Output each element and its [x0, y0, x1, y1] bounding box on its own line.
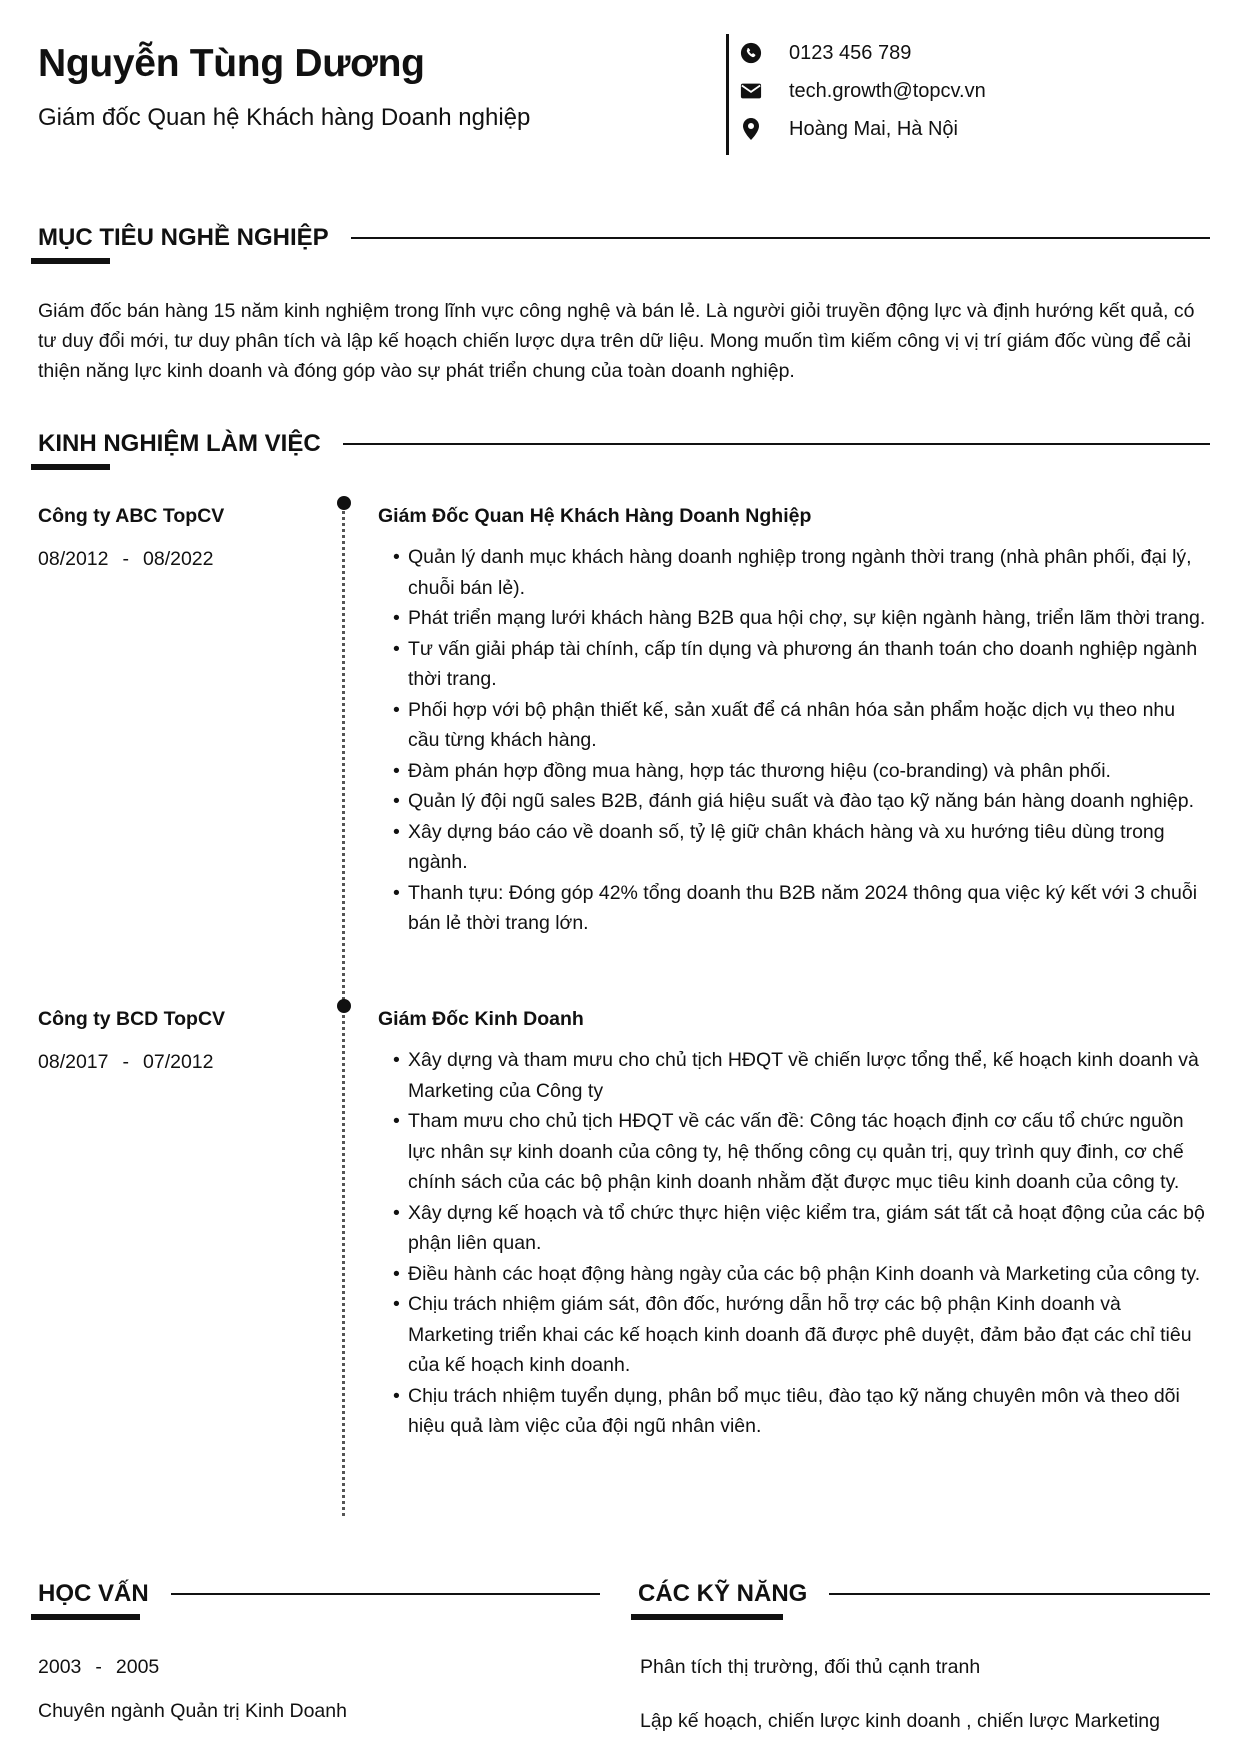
job-1-company: Công ty ABC TopCV	[38, 505, 225, 527]
email-icon	[739, 79, 763, 103]
skill-item: Phân tích thị trường, đối thủ cạnh tranh	[640, 1656, 981, 1678]
objective-title: MỤC TIÊU NGHỀ NGHIỆP	[38, 224, 329, 251]
email-address: tech.growth@topcv.vn	[789, 79, 986, 102]
experience-rule	[343, 443, 1210, 445]
contact-email	[739, 72, 986, 110]
timeline-dot-2	[337, 999, 351, 1013]
candidate-role: Giám đốc Quan hệ Khách hàng Doanh nghiệp	[38, 104, 531, 131]
job-1-position: Giám Đốc Quan Hệ Khách Hàng Doanh Nghiệp	[378, 505, 812, 527]
job-2-position: Giám Đốc Kinh Doanh	[378, 1008, 584, 1030]
location-text: Hoàng Mai, Hà Nội	[789, 117, 958, 140]
education-title: HỌC VẤN	[38, 1580, 149, 1607]
list-item: • Chịu trách nhiệm giám sát, đôn đốc, hướng dẫn hỗ trợ các bộ phận Kinh doanh và Marketing triển khai các kế hoạch kinh doanh đã được phê duyệt, đảm bảo đạt các chỉ tiêu của kế hoạch kinh doanh.	[378, 1289, 1208, 1381]
list-item: • Xây dựng và tham mưu cho chủ tịch HĐQT về chiến lược tổng thể, kế hoạch kinh doanh và Marketing của Công ty	[378, 1045, 1208, 1106]
list-item: • Xây dựng báo cáo về doanh số, tỷ lệ giữ chân khách hàng và xu hướng tiêu dùng trong ngành.	[378, 817, 1208, 878]
objective-text: Giám đốc bán hàng 15 năm kinh nghiệm trong lĩnh vực công nghệ và bán lẻ. Là người giỏi truyền động lực và định hướng kết quả, có tư duy đổi mới, tư duy phân tích và lập kế hoạch chiến lược dựa trên dữ liệu. Mong muốn tìm kiếm công vị vị trí giám đốc vùng để cải thiện năng lực kinh doanh và đóng góp vào sự phát triển chung của toàn doanh nghiệp.	[38, 300, 1195, 382]
experience-accent-bar	[31, 464, 110, 470]
job-1-bullets	[378, 542, 1208, 939]
list-item: • Phát triển mạng lưới khách hàng B2B qua hội chợ, sự kiện ngành hàng, triển lãm thời trang.	[378, 603, 1208, 634]
job-2-company: Công ty BCD TopCV	[38, 1008, 226, 1030]
education-accent-bar	[31, 1614, 140, 1620]
list-item: • Thanh tựu: Đóng góp 42% tổng doanh thu B2B năm 2024 thông qua việc ký kết với 3 chuỗi bán lẻ thời trang lớn.	[378, 878, 1208, 939]
contact-location	[739, 110, 986, 148]
experience-title: KINH NGHIỆM LÀM VIỆC	[38, 430, 321, 457]
objective-rule	[351, 237, 1210, 239]
job-2-meta	[38, 1008, 225, 1074]
education-rule	[171, 1593, 600, 1595]
list-item: • Tư vấn giải pháp tài chính, cấp tín dụng và phương án thanh toán cho doanh nghiệp ngành thời trang.	[378, 634, 1208, 695]
objective-accent-bar	[31, 258, 110, 264]
timeline-dot-1	[337, 496, 351, 510]
job-1-date-separator: -	[122, 548, 129, 570]
list-item: • Chịu trách nhiệm tuyển dụng, phân bổ mục tiêu, đào tạo kỹ năng chuyên môn và theo dõi hiệu quả làm việc của đội ngũ nhân viên.	[378, 1381, 1208, 1442]
skills-section-header	[638, 1580, 1210, 1608]
list-item: • Điều hành các hoạt động hàng ngày của các bộ phận Kinh doanh và Marketing của công ty.	[378, 1259, 1208, 1290]
location-icon	[739, 117, 763, 141]
job-2-end: 07/2012	[143, 1051, 214, 1073]
job-2-date-separator: -	[122, 1051, 129, 1073]
skills-rule	[829, 1593, 1210, 1595]
list-item: • Đàm phán hợp đồng mua hàng, hợp tác thương hiệu (co-branding) và phân phối.	[378, 756, 1208, 787]
experience-section-header	[38, 430, 1210, 458]
job-2-dates	[38, 1051, 225, 1074]
skills-accent-bar	[631, 1614, 783, 1620]
phone-number: 0123 456 789	[789, 41, 912, 64]
contact-phone	[739, 34, 986, 72]
list-item: • Quản lý đội ngũ sales B2B, đánh giá hiệu suất và đào tạo kỹ năng bán hàng doanh nghiệp.	[378, 786, 1208, 817]
job-2-start: 08/2017	[38, 1051, 109, 1073]
candidate-name: Nguyễn Tùng Dương	[38, 42, 425, 85]
list-item: • Tham mưu cho chủ tịch HĐQT về các vấn đề: Công tác hoạch định cơ cấu tổ chức nguồn lực nhân sự kinh doanh của công ty, hệ thống công cụ quản trị, quy trình quy đinh, cơ chế chính sách của các bộ phận kinh doanh nhằm đặt được mục tiêu kinh doanh của công ty.	[378, 1106, 1208, 1198]
job-2-bullets	[378, 1045, 1208, 1442]
education-section-header	[38, 1580, 600, 1608]
phone-icon	[739, 41, 763, 65]
list-item: • Xây dựng kế hoạch và tổ chức thực hiện việc kiểm tra, giám sát tất cả hoạt động của các bộ phận liên quan.	[378, 1198, 1208, 1259]
education-end: 2005	[115, 1656, 160, 1678]
education-major: Chuyên ngành Quản trị Kinh Doanh	[38, 1700, 347, 1722]
skills-title: CÁC KỸ NĂNG	[638, 1580, 808, 1607]
contact-block	[726, 34, 986, 155]
job-1-details	[378, 505, 1208, 939]
objective-section-header	[38, 224, 1210, 252]
education-date-separator: -	[95, 1656, 102, 1678]
list-item: • Quản lý danh mục khách hàng doanh nghiệp trong ngành thời trang (nhà phân phối, đại lý, chuỗi bán lẻ).	[378, 542, 1208, 603]
list-item: • Phối hợp với bộ phận thiết kế, sản xuất để cá nhân hóa sản phẩm hoặc dịch vụ theo nhu cầu từng khách hàng.	[378, 695, 1208, 756]
skill-item: Lập kế hoạch, chiến lược kinh doanh , chiến lược Marketing	[640, 1710, 1160, 1732]
job-1-start: 08/2012	[38, 548, 109, 570]
job-1-meta	[38, 505, 224, 571]
job-1-end: 08/2022	[143, 548, 214, 570]
education-start: 2003	[38, 1656, 82, 1678]
job-2-details	[378, 1008, 1208, 1442]
education-dates	[38, 1656, 159, 1679]
job-1-dates	[38, 548, 224, 571]
